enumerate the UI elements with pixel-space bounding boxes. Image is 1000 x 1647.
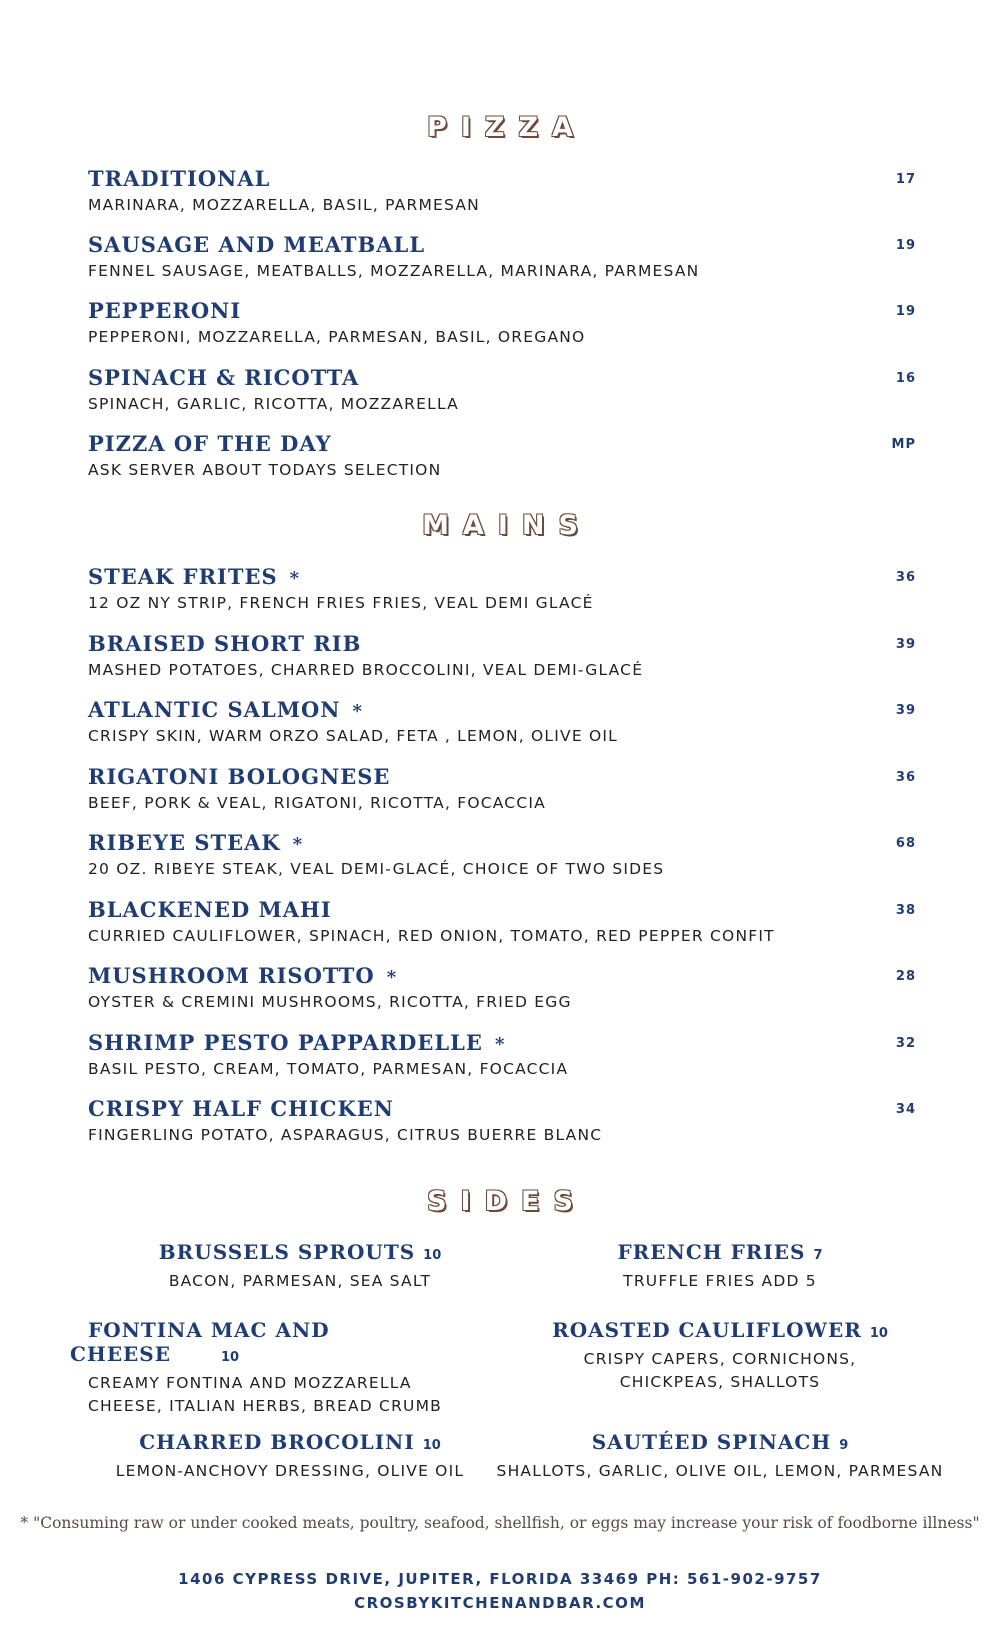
side-item bbox=[80, 1430, 500, 1483]
item-name: RIGATONI BOLOGNESE bbox=[88, 764, 391, 789]
item-price: MP bbox=[891, 437, 916, 452]
item-price: 28 bbox=[895, 969, 916, 984]
menu-item bbox=[88, 166, 916, 214]
item-price: 38 bbox=[895, 903, 916, 918]
side-price: 10 bbox=[423, 1248, 442, 1263]
side-item bbox=[520, 1318, 920, 1394]
item-description: PEPPERONI, MOZZARELLA, PARMESAN, BASIL, OREGANO bbox=[88, 328, 586, 346]
item-name: PEPPERONI bbox=[88, 298, 242, 323]
side-item bbox=[520, 1240, 920, 1293]
item-description: FENNEL SAUSAGE, MEATBALLS, MOZZARELLA, MARINARA, PARMESAN bbox=[88, 262, 700, 280]
item-price: 16 bbox=[895, 371, 916, 386]
item-price: 68 bbox=[895, 836, 916, 851]
side-price: 10 bbox=[221, 1350, 240, 1365]
menu-item bbox=[88, 897, 916, 945]
menu-item bbox=[88, 431, 916, 479]
menu-item bbox=[88, 1096, 916, 1144]
item-name: STEAK FRITES bbox=[88, 564, 278, 589]
side-description-line: CHICKPEAS, SHALLOTS bbox=[619, 1373, 821, 1391]
footer-website: CROSBYKITCHENANDBAR.COM bbox=[354, 1594, 646, 1612]
item-star: * bbox=[386, 967, 397, 988]
item-name: SAUSAGE AND MEATBALL bbox=[88, 232, 426, 257]
item-description: MARINARA, MOZZARELLA, BASIL, PARMESAN bbox=[88, 196, 480, 214]
side-item bbox=[70, 1318, 490, 1418]
item-star: * bbox=[352, 701, 362, 722]
item-description: CURRIED CAULIFLOWER, SPINACH, RED ONION, TOMATO, RED PEPPER CONFIT bbox=[88, 927, 775, 945]
item-price: 36 bbox=[895, 570, 916, 585]
side-item bbox=[480, 1430, 960, 1483]
item-description: BEEF, PORK & VEAL, RIGATONI, RICOTTA, FOCACCIA bbox=[88, 794, 546, 812]
item-star: * bbox=[292, 834, 303, 855]
item-name: CRISPY HALF CHICKEN bbox=[88, 1096, 394, 1121]
menu-item bbox=[88, 697, 916, 745]
section-title-sides: SIDES bbox=[427, 1186, 587, 1217]
item-description: 20 OZ. RIBEYE STEAK, VEAL DEMI-GLACÉ, CHOICE OF TWO SIDES bbox=[88, 860, 665, 878]
item-description: ASK SERVER ABOUT TODAYS SELECTION bbox=[88, 461, 442, 479]
menu-item bbox=[88, 764, 916, 812]
item-description: 12 OZ NY STRIP, FRENCH FRIES FRIES, VEAL DEMI GLACÉ bbox=[88, 594, 594, 612]
item-price: 17 bbox=[895, 172, 916, 187]
item-name: BLACKENED MAHI bbox=[88, 897, 332, 922]
footer-address: 1406 CYPRESS DRIVE, JUPITER, FLORIDA 33469 PH: 561-902-9757 bbox=[178, 1570, 822, 1588]
item-name: SHRIMP PESTO PAPPARDELLE bbox=[88, 1030, 483, 1055]
side-name: FONTINA MAC AND CHEESE bbox=[70, 1318, 330, 1366]
side-description: BACON, PARMESAN, SEA SALT bbox=[168, 1272, 432, 1290]
side-item bbox=[100, 1240, 500, 1293]
side-description-line: CREAMY FONTINA AND MOZZARELLA bbox=[88, 1374, 412, 1392]
menu-item bbox=[88, 1030, 916, 1078]
item-price: 19 bbox=[895, 304, 916, 319]
side-description: SHALLOTS, GARLIC, OLIVE OIL, LEMON, PARMESAN bbox=[496, 1462, 944, 1480]
item-description: MASHED POTATOES, CHARRED BROCCOLINI, VEAL DEMI-GLACÉ bbox=[88, 661, 644, 679]
item-price: 34 bbox=[895, 1102, 916, 1117]
item-name: PIZZA OF THE DAY bbox=[88, 431, 332, 456]
item-star: * bbox=[289, 568, 300, 589]
menu-item bbox=[88, 631, 916, 679]
item-price: 32 bbox=[895, 1036, 916, 1051]
side-name: BRUSSELS SPROUTS bbox=[158, 1240, 416, 1264]
side-name: SAUTÉED SPINACH bbox=[591, 1430, 832, 1454]
item-name: ATLANTIC SALMON bbox=[88, 697, 341, 722]
side-price: 7 bbox=[813, 1248, 823, 1263]
item-description: OYSTER & CREMINI MUSHROOMS, RICOTTA, FRIED EGG bbox=[88, 993, 572, 1011]
item-name: SPINACH & RICOTTA bbox=[88, 365, 360, 390]
side-name: CHARRED BROCOLINI bbox=[139, 1430, 415, 1454]
menu-item bbox=[88, 564, 916, 612]
menu-item bbox=[88, 232, 916, 280]
item-name: BRAISED SHORT RIB bbox=[88, 631, 362, 656]
item-price: 39 bbox=[895, 637, 916, 652]
menu-item bbox=[88, 963, 916, 1011]
side-description bbox=[520, 1348, 920, 1394]
menu-item bbox=[88, 830, 916, 878]
item-description: SPINACH, GARLIC, RICOTTA, MOZZARELLA bbox=[88, 395, 459, 413]
side-description: LEMON-ANCHOVY DRESSING, OLIVE OIL bbox=[115, 1462, 465, 1480]
side-description-line: CHEESE, ITALIAN HERBS, BREAD CRUMB bbox=[88, 1397, 443, 1415]
section-title-pizza: PIZZA bbox=[427, 112, 587, 143]
item-name: TRADITIONAL bbox=[88, 166, 271, 191]
menu-item bbox=[88, 298, 916, 346]
side-name: FRENCH FRIES bbox=[617, 1240, 806, 1264]
item-name: RIBEYE STEAK bbox=[88, 830, 281, 855]
side-description-line: CRISPY CAPERS, CORNICHONS, bbox=[583, 1350, 857, 1368]
item-description: BASIL PESTO, CREAM, TOMATO, PARMESAN, FOCACCIA bbox=[88, 1060, 569, 1078]
side-price: 10 bbox=[869, 1326, 888, 1341]
item-price: 36 bbox=[895, 770, 916, 785]
item-description: CRISPY SKIN, WARM ORZO SALAD, FETA , LEMON, OLIVE OIL bbox=[88, 727, 618, 745]
side-description bbox=[88, 1372, 490, 1418]
side-description: TRUFFLE FRIES ADD 5 bbox=[623, 1272, 817, 1290]
disclaimer: * "Consuming raw or under cooked meats, poultry, seafood, shellfish, or eggs may increase your risk of foodborne illness" bbox=[20, 1514, 980, 1532]
menu-item bbox=[88, 365, 916, 413]
item-price: 19 bbox=[895, 238, 916, 253]
item-star: * bbox=[494, 1034, 505, 1055]
side-name: ROASTED CAULIFLOWER bbox=[552, 1318, 862, 1342]
side-price: 9 bbox=[839, 1438, 849, 1453]
item-price: 39 bbox=[895, 703, 916, 718]
section-title-mains: MAINS bbox=[422, 510, 592, 541]
side-price: 10 bbox=[422, 1438, 441, 1453]
item-name: MUSHROOM RISOTTO bbox=[88, 963, 375, 988]
item-description: FINGERLING POTATO, ASPARAGUS, CITRUS BUERRE BLANC bbox=[88, 1126, 603, 1144]
